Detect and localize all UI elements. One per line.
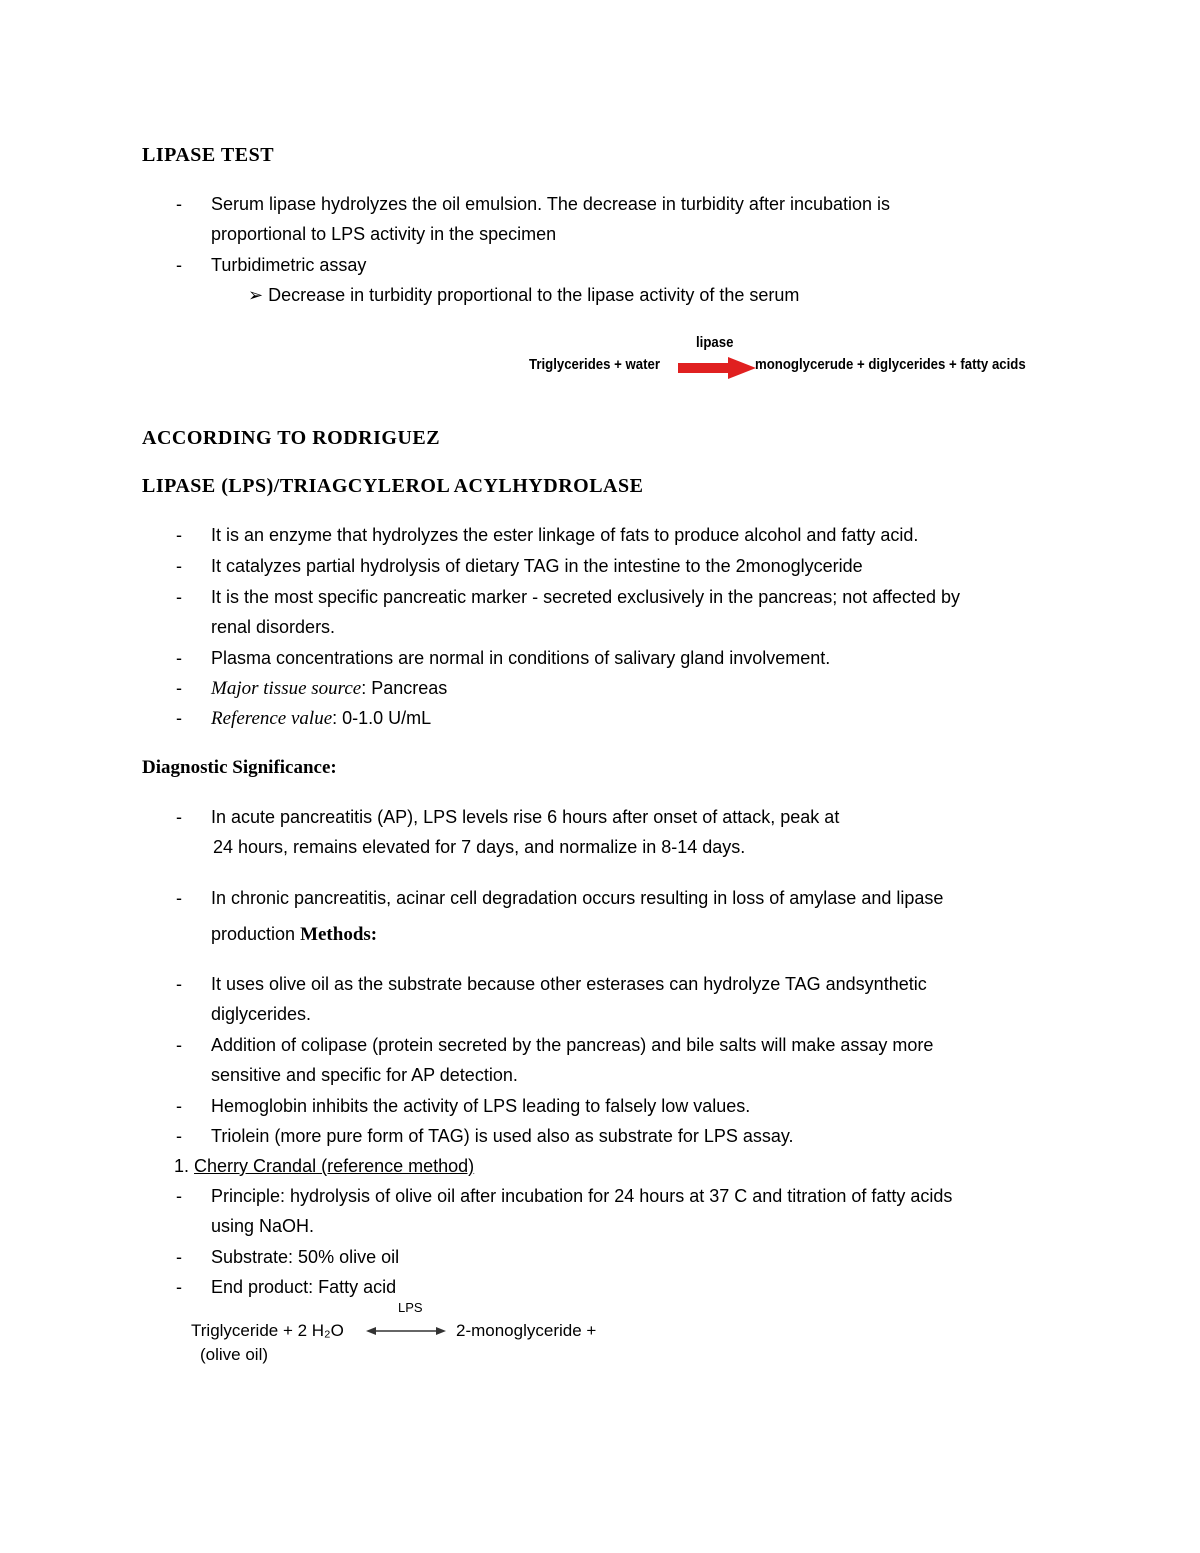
diag-bullet-1-line-2: 24 hours, remains elevated for 7 days, and normalize in 8-14 days. [213,837,746,857]
end-product-line: End product: Fatty acid [211,1277,397,1297]
lps-bullet-5 [211,673,447,704]
lps-bullet-3-line-2: renal disorders. [211,617,336,637]
methods-bullet-3: Hemoglobin inhibits the activity of LPS leading to falsely low values. [211,1096,751,1116]
methods-bullet-1-line-2: diglycerides. [211,1004,312,1024]
lps-bullet-3-line-1: It is the most specific pancreatic marker - secreted exclusively in the pancreas; not affected by [211,587,961,607]
reference-value-label: Reference value [211,708,333,729]
equation-products: monoglycerude + diglycerides + fatty acids [755,356,1026,373]
bullet-dash: - [176,1277,182,1297]
bullet-dash: - [176,1126,182,1146]
reference-value-value: : 0-1.0 U/mL [332,708,432,728]
bullet-dash: - [176,1035,182,1055]
bullet-dash: - [176,708,182,728]
production-text: production [211,924,301,944]
heading-diagnostic-significance: Diagnostic Significance: [142,757,337,778]
cherry-crandal-title: Cherry Crandal (reference method) [194,1156,475,1176]
olive-oil-note: (olive oil) [200,1345,269,1364]
intro-bullet-1-line-2: proportional to LPS activity in the specimen [211,224,557,244]
bullet-dash: - [176,525,182,545]
principle-line-1: Principle: hydrolysis of olive oil after incubation for 24 hours at 37 C and titration of fatty acids [211,1186,953,1206]
equation-lipase [520,332,1060,382]
lps-bullet-4: Plasma concentrations are normal in conditions of salivary gland involvement. [211,648,831,668]
equation-enzyme-label: LPS [398,1300,423,1315]
equation-reactants: Triglycerides + water [529,356,660,373]
diag-bullet-1-line-1: In acute pancreatitis (AP), LPS levels rise 6 hours after onset of attack, peak at [211,807,840,827]
bullet-dash: - [176,1247,182,1267]
bullet-dash: - [176,648,182,668]
equation-lps [180,1298,610,1370]
methods-bullet-1-line-1: It uses olive oil as the substrate because other esterases can hydrolyze TAG andsynthetic [211,974,927,994]
intro-bullet-1-line-1: Serum lipase hydrolyzes the oil emulsion. The decrease in turbidity after incubation is [211,194,891,214]
double-arrow-icon [366,1325,446,1337]
tissue-source-value: : Pancreas [361,678,448,698]
bullet-dash: - [176,556,182,576]
principle-line-2: using NaOH. [211,1216,315,1236]
bullet-dash: - [176,1186,182,1206]
diag-bullet-2-line-2 [211,919,377,950]
bullet-dash: - [176,678,182,698]
red-arrow-icon [678,357,756,379]
bullet-dash: - [176,194,182,214]
equation-products: 2-monoglyceride + [456,1321,597,1340]
item-number: 1. [174,1156,190,1176]
bullet-dash: - [176,974,182,994]
methods-bullet-4: Triolein (more pure form of TAG) is used also as substrate for LPS assay. [211,1126,794,1146]
bullet-dash: - [176,1096,182,1116]
equation-reactants: Triglyceride + 2 H₂O [191,1321,344,1340]
diag-bullet-2-line-1: In chronic pancreatitis, acinar cell degradation occurs resulting in loss of amylase and lipase [211,888,944,908]
equation-enzyme-label: lipase [696,334,734,351]
heading-according-to-rodriguez: ACCORDING TO RODRIGUEZ [142,427,441,449]
bullet-dash: - [176,587,182,607]
intro-sub-bullet-text: Decrease in turbidity proportional to the lipase activity of the serum [268,285,800,305]
lps-bullet-1: It is an enzyme that hydrolyzes the ester linkage of fats to produce alcohol and fatty acid. [211,525,919,545]
arrow-bullet-icon: ➢ [248,285,264,305]
methods-bullet-2-line-2: sensitive and specific for AP detection. [211,1065,518,1085]
bullet-dash: - [176,255,182,275]
substrate-line: Substrate: 50% olive oil [211,1247,400,1267]
bullet-dash: - [176,888,182,908]
intro-bullet-2: Turbidimetric assay [211,255,367,275]
bullet-dash: - [176,807,182,827]
heading-methods: Methods: [300,924,378,945]
tissue-source-label: Major tissue source [211,678,362,699]
heading-lipase-lps: LIPASE (LPS)/TRIAGCYLEROL ACYLHYDROLASE [142,475,644,497]
heading-lipase-test: LIPASE TEST [142,144,275,166]
intro-sub-bullet [248,280,799,310]
numbered-item-1 [174,1151,474,1181]
methods-bullet-2-line-1: Addition of colipase (protein secreted by the pancreas) and bile salts will make assay more [211,1035,934,1055]
lps-bullet-2: It catalyzes partial hydrolysis of dietary TAG in the intestine to the 2monoglyceride [211,556,863,576]
lps-bullet-6 [211,703,431,734]
